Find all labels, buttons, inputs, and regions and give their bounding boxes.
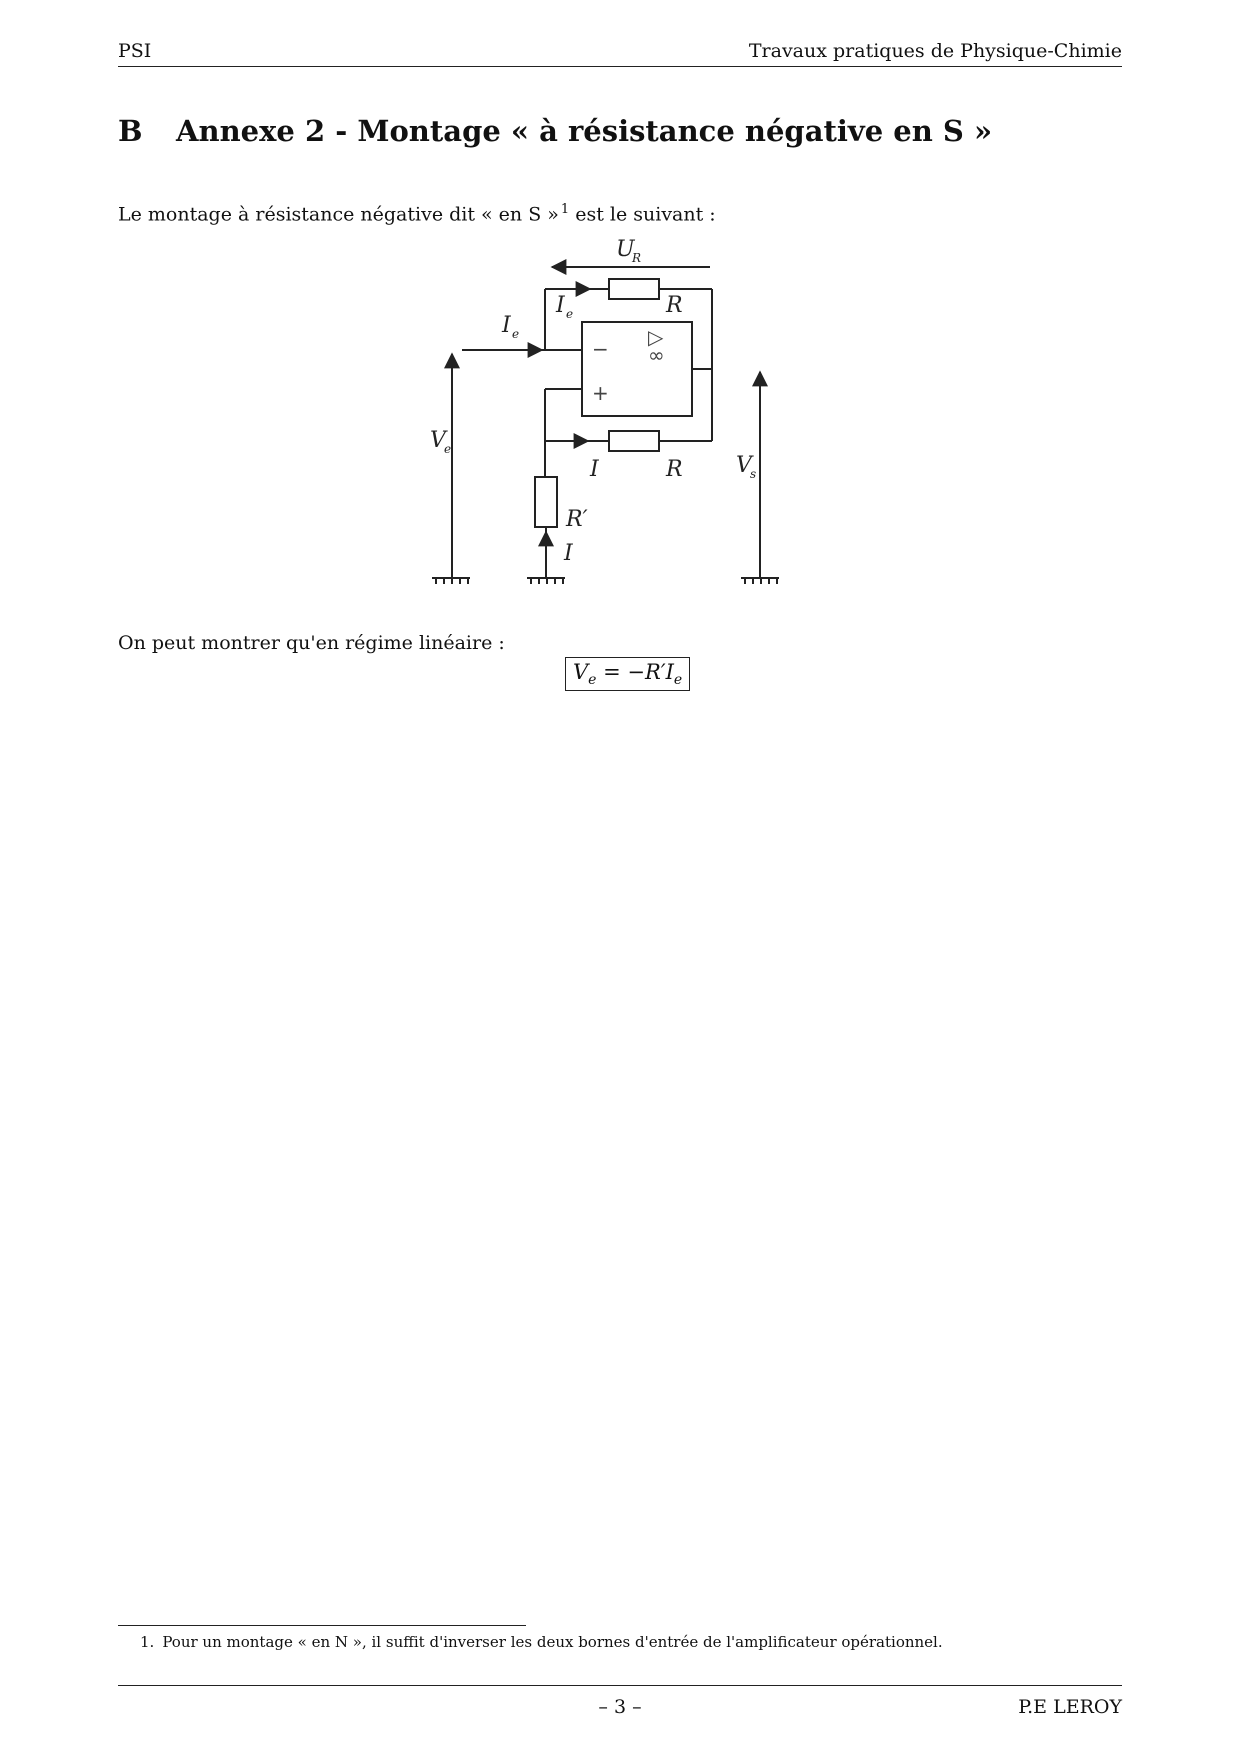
label-ur-sub: R xyxy=(632,251,642,265)
opamp-triangle-icon: ▷ xyxy=(648,325,664,349)
label-plus: + xyxy=(592,381,609,405)
label-r-bottom: R xyxy=(666,457,683,482)
footer-author: P.E LEROY xyxy=(1018,1696,1122,1718)
section-title-text: Annexe 2 - Montage « à résistance négative en S » xyxy=(176,114,993,148)
label-ie-top: I xyxy=(556,293,565,318)
formula-lhs: V xyxy=(573,660,589,684)
intro-text-after: est le suivant : xyxy=(575,203,716,226)
section-title xyxy=(118,114,992,148)
circuit-diagram xyxy=(430,232,810,612)
footer-rule xyxy=(118,1685,1122,1686)
footnote-rule xyxy=(118,1625,526,1626)
label-ie-in-sub: e xyxy=(512,327,520,341)
header-rule xyxy=(118,66,1122,67)
result-paragraph: On peut montrer qu'en régime linéaire : xyxy=(118,632,505,654)
ground-symbol-left xyxy=(432,578,470,584)
section-number: B xyxy=(118,114,143,148)
label-minus: − xyxy=(592,337,609,361)
intro-paragraph xyxy=(118,202,716,225)
page-number: – 3 – xyxy=(598,1696,642,1718)
label-ie-in: I xyxy=(502,313,511,338)
formula-lhs-sub: e xyxy=(588,672,597,689)
footnote xyxy=(140,1633,943,1651)
footnote-ref: 1 xyxy=(560,202,570,217)
ground-symbol-right xyxy=(741,578,779,584)
label-ie-top-sub: e xyxy=(566,307,574,321)
resistor-r-prime xyxy=(535,477,557,527)
formula-box xyxy=(565,657,690,691)
resistor-r-bottom xyxy=(609,431,659,451)
label-i-low: I xyxy=(564,541,573,566)
label-i-mid: I xyxy=(590,457,599,482)
label-ur: U xyxy=(616,237,635,262)
label-r-prime: R′ xyxy=(566,507,588,532)
resistor-r-top xyxy=(609,279,659,299)
label-vs: V xyxy=(736,453,752,478)
header-right: Travaux pratiques de Physique-Chimie xyxy=(748,40,1122,62)
intro-text: Le montage à résistance négative dit « en S » xyxy=(118,203,559,226)
footnote-text: Pour un montage « en N », il suffit d'inverser les deux bornes d'entrée de l'amplificateur opérationnel. xyxy=(162,1633,943,1651)
label-vs-sub: s xyxy=(750,467,757,481)
footnote-number: 1. xyxy=(140,1633,155,1651)
label-ve: V xyxy=(430,428,446,453)
formula-rhs-sub: e xyxy=(673,672,683,689)
opamp-infinity-icon: ∞ xyxy=(648,343,665,367)
header-left: PSI xyxy=(118,40,152,62)
ground-symbol-middle xyxy=(527,578,565,584)
formula-mid: = −R′I xyxy=(596,660,674,684)
label-ve-sub: e xyxy=(444,442,452,456)
label-r-top: R xyxy=(666,293,683,318)
